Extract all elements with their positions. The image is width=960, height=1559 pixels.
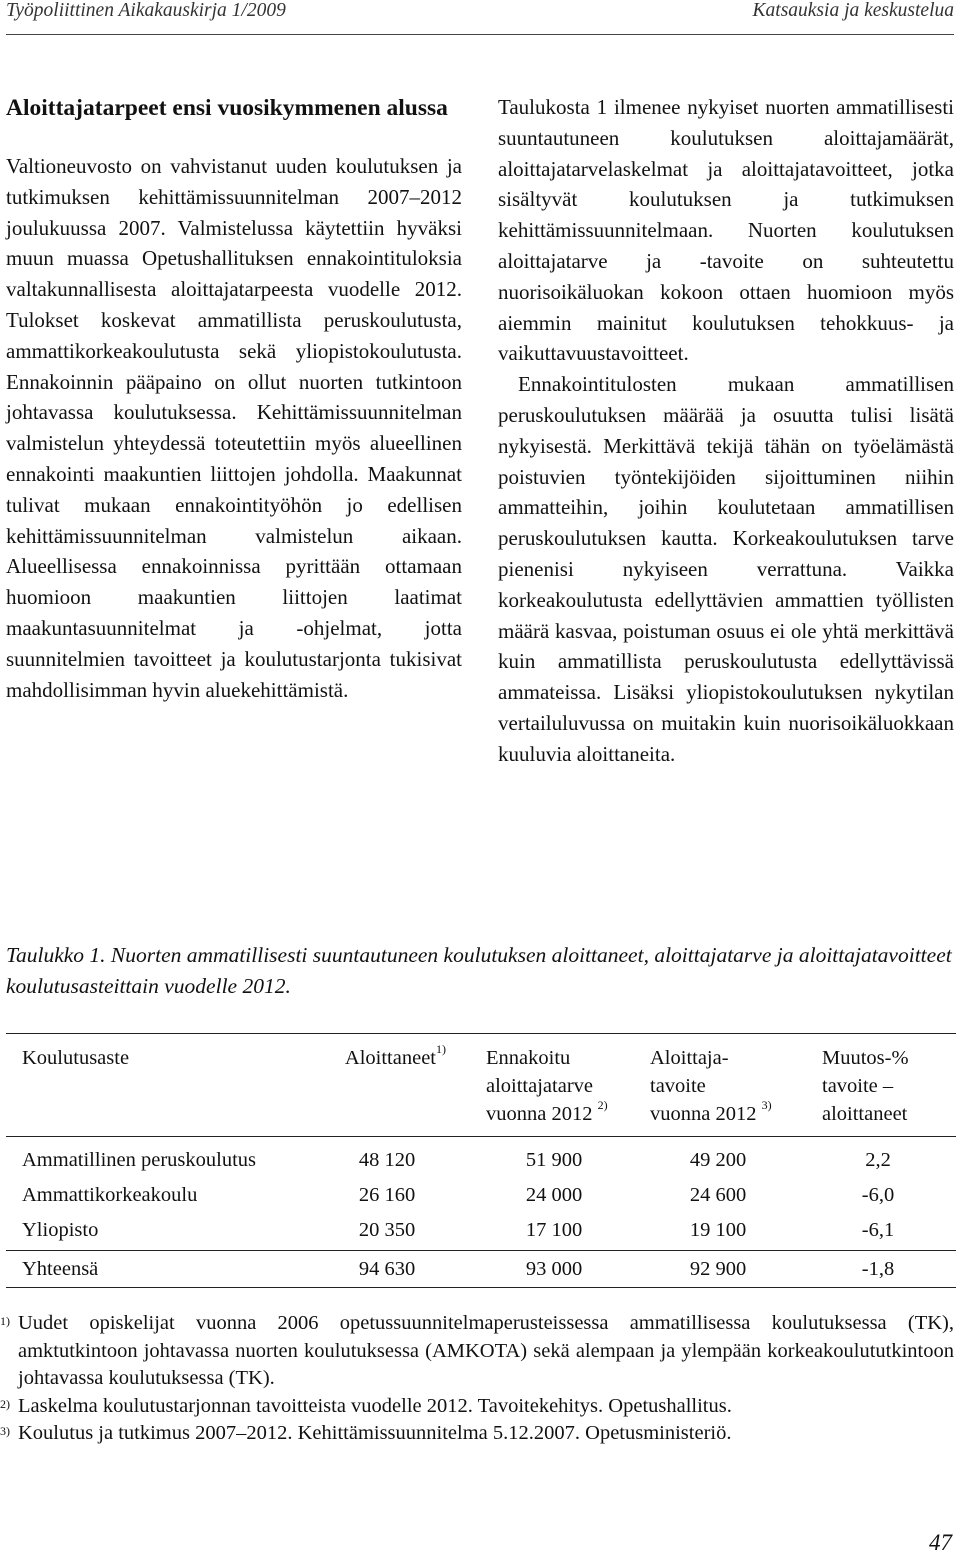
footnote-text: Laskelma koulutustarjonnan tavoitteista vuodelle 2012. Tavoitekehitys. Opetushallitus. [18, 1394, 732, 1417]
journal-title: Työpoliittinen Aikakauskirja 1/2009 [6, 0, 286, 21]
footnote-mark: 2) [0, 1396, 10, 1411]
cell-starters: 26 160 [358, 1184, 416, 1206]
header-rule [6, 34, 954, 35]
table-row [6, 1213, 956, 1251]
footnote [0, 1310, 954, 1393]
footnote [0, 1420, 954, 1448]
cell-forecast: 93 000 [472, 1251, 636, 1288]
cell-forecast: 51 900 [525, 1149, 583, 1171]
header-change: Muutos-% tavoite – aloittaneet [800, 1034, 956, 1137]
header-target: Aloittaja- tavoite vuonna 2012 $^{3)}$ [636, 1034, 800, 1137]
table-total-row [6, 1251, 956, 1288]
cell-change: -6,1 [861, 1219, 895, 1241]
right-column [498, 92, 954, 770]
cell-level: Ammattikorkeakoulu [22, 1184, 198, 1206]
left-paragraph-1: Valtioneuvosto on vahvistanut uuden koulutuksen ja tutkimuksen kehittämissuunnitelman 2007–2012 joulukuussa 2007. Valmistelussa käytettiin hyväksi muun muassa Opetushallituksen ennakointituloksia valtakunnallisesta aloittajatarpeesta vuodelle 2012. Tulokset koskevat ammatillista peruskoulutusta, ammattikorkeakoulutusta sekä yliopistokoulutusta. Ennakoinnin pääpaino on ollut nuorten tutkintoon johtavassa koulutuksessa. Kehittämissuunnitelman valmistelun yhteydessä toteutettiin myös alueellinen ennakointi maakuntien liittojen johdolla. Maakunnat tulivat mukaan ennakointityöhön jo edellisen kehittämissuunnitelman valmistelun aikaan. Alueellisessa ennakoinnissa pyrittään ottamaan huomioon maakuntien liittojen laatimat maakuntasuunnitelmat ja -ohjelmat, jotta suunnitelmien tavoitteet ja koulutustarjonta tukisivat mahdollisimman hyvin aluekehittämistä. [6, 154, 462, 702]
cell-level: Yliopisto [22, 1219, 99, 1241]
cell-forecast: 24 000 [525, 1184, 583, 1206]
section-heading: Aloittajatarpeet ensi vuosikymmenen alussa [6, 95, 448, 121]
cell-target: 19 100 [689, 1219, 747, 1241]
header-starters: Aloittaneet$^{1)}$ [302, 1034, 472, 1137]
header-forecast: Ennakoitu aloittajatarve vuonna 2012 $^{2)}$ [472, 1034, 636, 1137]
footnote-mark: 3) [0, 1424, 10, 1438]
footnote [0, 1393, 954, 1421]
cell-starters: 20 350 [358, 1219, 416, 1241]
cell-level: Yhteensä [6, 1251, 302, 1288]
cell-change: -1,8 [800, 1251, 956, 1288]
table-row [6, 1178, 956, 1213]
section-title: Katsauksia ja keskustelua [752, 0, 954, 21]
cell-target: 92 900 [636, 1251, 800, 1288]
table-row [6, 1137, 956, 1179]
cell-change: 2,2 [865, 1149, 891, 1171]
left-column [6, 92, 462, 705]
footnotes [0, 1310, 954, 1448]
cell-level: Ammatillinen peruskoulutus [22, 1149, 257, 1171]
cell-change: -6,0 [861, 1184, 895, 1206]
footnote-mark: 1) [0, 1314, 10, 1328]
table-header-row [6, 1034, 956, 1137]
footnote-text: Uudet opiskelijat vuonna 2006 opetussuunnitelmaperusteissessa ammatillisessa koulutuksessa (TK), amktutkintoon johtavassa nuorten koulutuksessa (AMKOTA) sekä alempaan ja ylempään korkeakoulututkintoon johtavassa koulutuksessa (TK). [18, 1312, 954, 1389]
footnote-text: Koulutus ja tutkimus 2007–2012. Kehittämissuunnitelma 5.12.2007. Opetusministeriö. [18, 1422, 732, 1444]
page-number: 47 [929, 1530, 952, 1555]
header-level: Koulutusaste [6, 1034, 302, 1137]
right-paragraph-2: Ennakointitulosten mukaan ammatillisen peruskoulutuksen määrää ja osuutta tulisi lisätä nykyisestä. Merkittävä tekijä tähän on työelämästä poistuvien työntekijöiden sijoittuminen niihin ammatteihin, joihin koulutetaan ammatillisen peruskoulutuksen kautta. Korkeakoulutuksen tarve pienenisi nykyiseen verrattuna. Vaikka korkeakoulutusta edellyttävien ammattien työllisten määrä kasvaa, poistuman osuus ei ole yhtä merkittävä kuin ammatillista peruskoulutusta edellyttävissä ammateissa. Lisäksi yliopistokoulutuksen nykytilan vertailuluvussa on muitakin kuin nuorisoikäluokkaan kuuluvia aloittaneita. [498, 372, 954, 766]
cell-target: 24 600 [689, 1184, 747, 1206]
data-table [6, 1033, 956, 1288]
cell-forecast: 17 100 [525, 1219, 583, 1241]
cell-target: 49 200 [689, 1149, 747, 1171]
cell-starters: 48 120 [358, 1149, 416, 1171]
running-header [6, 0, 954, 26]
right-paragraph-1: Taulukosta 1 ilmenee nykyiset nuorten ammatillisesti suuntautuneen koulutuksen aloittajamäärät, aloittajatarvelaskelmat ja aloittajatavoitteet, jotka sisältyvät koulutuksen ja tutkimuksen kehittämissuunnitelmaan. Nuorten koulutuksen aloittajatarve ja -tavoite on suhteutettu nuorisoikäluokan kokoon ottaen huomioon myös aiemmin mainitut koulutuksen tehokkuus- ja vaikuttavuustavoitteet. [498, 95, 954, 366]
table-caption: Taulukko 1. Nuorten ammatillisesti suuntautuneen koulutuksen aloittaneet, aloittajatarve ja aloittajatavoitteet koulutusasteittain vuodelle 2012. [6, 943, 952, 998]
cell-starters: 94 630 [302, 1251, 472, 1288]
